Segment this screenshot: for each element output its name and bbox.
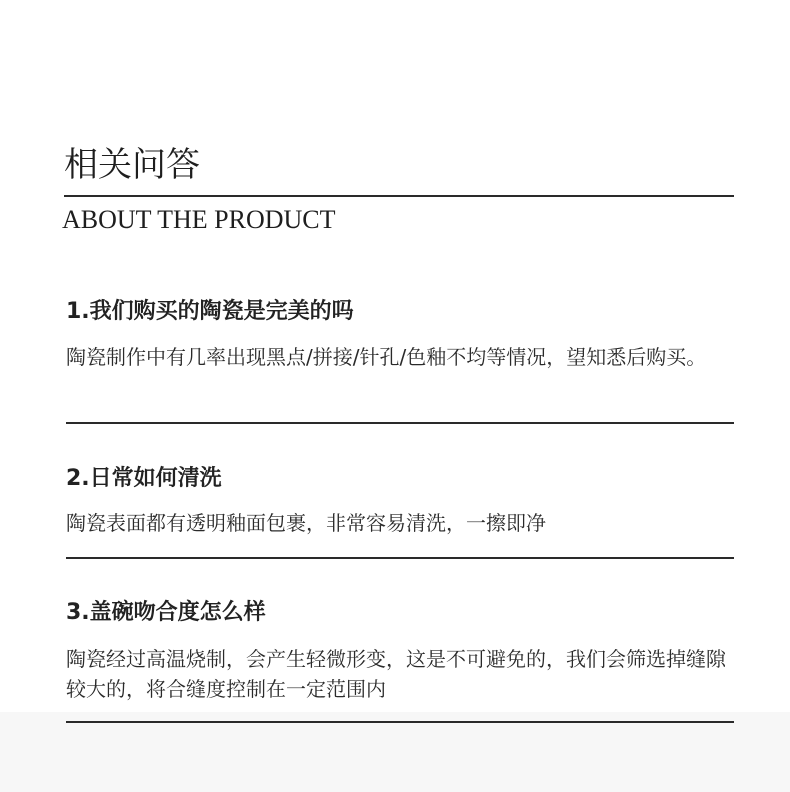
section-title: 相关问答 bbox=[64, 145, 200, 185]
faq-answer-2: 陶瓷表面都有透明釉面包裹，非常容易清洗，一擦即净 bbox=[66, 511, 546, 535]
faq-question-3: 3.盖碗吻合度怎么样 bbox=[66, 600, 266, 625]
faq-answer-3: 陶瓷经过高温烧制，会产生轻微形变，这是不可避免的，我们会筛选掉缝隙较大的，将合缝度控制在一定范围内 bbox=[66, 647, 726, 701]
faq-item-1 bbox=[66, 297, 734, 372]
faq-divider-3 bbox=[66, 721, 734, 723]
faq-answer-1: 陶瓷制作中有几率出现黑点/拼接/针孔/色釉不均等情况，望知悉后购买。 bbox=[66, 345, 707, 369]
faq-item-3 bbox=[66, 598, 734, 704]
title-divider bbox=[64, 195, 734, 197]
faq-divider-1 bbox=[66, 422, 734, 424]
faq-question-1: 1.我们购买的陶瓷是完美的吗 bbox=[66, 299, 354, 324]
faq-divider-2 bbox=[66, 557, 734, 559]
faq-item-2 bbox=[66, 464, 734, 538]
section-subtitle: ABOUT THE PRODUCT bbox=[62, 205, 336, 234]
bottom-background-band bbox=[0, 712, 790, 792]
faq-question-2: 2.日常如何清洗 bbox=[66, 466, 222, 491]
